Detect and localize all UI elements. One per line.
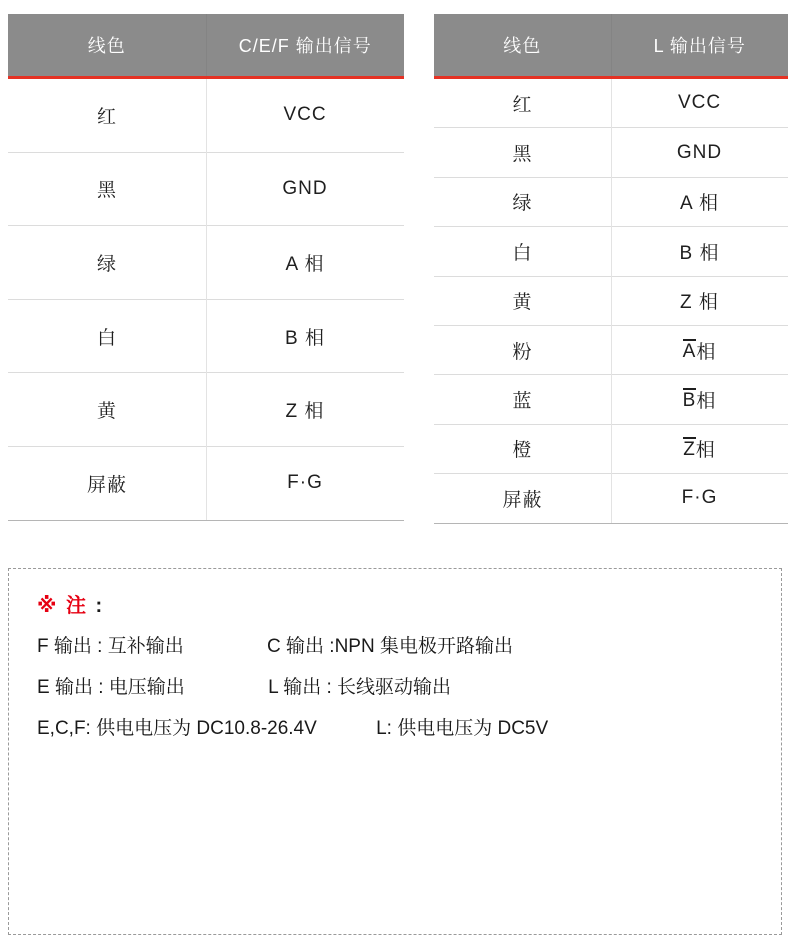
note-segment-1: F 输出 : 互补输出 xyxy=(37,636,184,657)
signal-cell: VCC xyxy=(283,104,327,126)
table-body xyxy=(8,79,404,521)
signal-cell: VCC xyxy=(677,92,722,114)
note-segment-2: C 输出 :NPN 集电极开路输出 xyxy=(267,636,513,657)
note-title xyxy=(37,589,771,618)
signal-cell: F·G xyxy=(681,487,718,509)
note-line xyxy=(37,667,771,708)
wire-color-cell: 黄 xyxy=(96,401,117,423)
signal-cell: B 相 xyxy=(679,242,720,264)
note-line xyxy=(37,708,771,749)
wire-color-cell: 白 xyxy=(512,242,533,264)
column-divider xyxy=(611,79,612,523)
header-cell-wire-color: 线色 xyxy=(503,36,542,56)
note-segment-2: L 输出 : 长线驱动输出 xyxy=(268,677,452,698)
wire-color-cell: 蓝 xyxy=(512,391,533,413)
note-box xyxy=(8,568,782,935)
signal-cell: GND xyxy=(282,177,328,199)
wire-color-cell: 橙 xyxy=(512,440,533,462)
note-lines xyxy=(37,626,771,749)
signal-cell: Z 相 xyxy=(683,439,716,462)
signal-cell: A 相 xyxy=(680,193,719,215)
wire-color-cell: 白 xyxy=(96,327,117,349)
signal-cell: GND xyxy=(676,141,723,163)
wire-color-cell: 红 xyxy=(96,106,117,128)
signal-cell: F·G xyxy=(287,472,323,494)
wire-color-cell: 黑 xyxy=(512,144,533,166)
overline-letter: Z xyxy=(683,439,696,461)
note-segment-1: E 输出 : 电压输出 xyxy=(37,677,185,698)
wire-color-cell: 屏蔽 xyxy=(502,489,543,511)
wire-color-cell: 黑 xyxy=(96,180,117,202)
wire-color-cell: 绿 xyxy=(96,253,117,275)
wire-color-table-l xyxy=(434,14,788,524)
wire-color-table-cef xyxy=(8,14,404,521)
note-segment-2: L: 供电电压为 DC5V xyxy=(376,718,549,739)
signal-cell: A 相 xyxy=(285,253,325,275)
wire-color-cell: 粉 xyxy=(512,341,533,363)
note-segment-1: E,C,F: 供电电压为 DC10.8-26.4V xyxy=(37,718,317,739)
header-cell-output-signal: C/E/F 输出信号 xyxy=(206,14,405,76)
table-body xyxy=(434,79,788,524)
note-content xyxy=(9,569,781,749)
wire-color-cell: 绿 xyxy=(512,193,533,215)
signal-cell: Z 相 xyxy=(285,401,325,423)
signal-cell: A 相 xyxy=(682,340,717,363)
signal-cell: Z 相 xyxy=(680,292,719,314)
table-header xyxy=(8,14,404,79)
signal-cell: B 相 xyxy=(285,327,325,349)
note-title-colon: : xyxy=(88,595,105,617)
note-line xyxy=(37,626,771,667)
overline-letter: A xyxy=(682,340,697,362)
table-header xyxy=(434,14,788,79)
header-cell-wire-color: 线色 xyxy=(87,36,126,56)
wire-color-cell: 黄 xyxy=(512,292,533,314)
column-divider xyxy=(206,79,207,520)
signal-cell: B 相 xyxy=(682,390,717,413)
wire-color-cell: 红 xyxy=(512,94,533,116)
header-cell-output-signal: L 输出信号 xyxy=(611,14,789,76)
wire-color-cell: 屏蔽 xyxy=(86,474,127,496)
note-title-marker: ※ 注 xyxy=(37,595,88,617)
overline-letter: B xyxy=(682,390,697,412)
